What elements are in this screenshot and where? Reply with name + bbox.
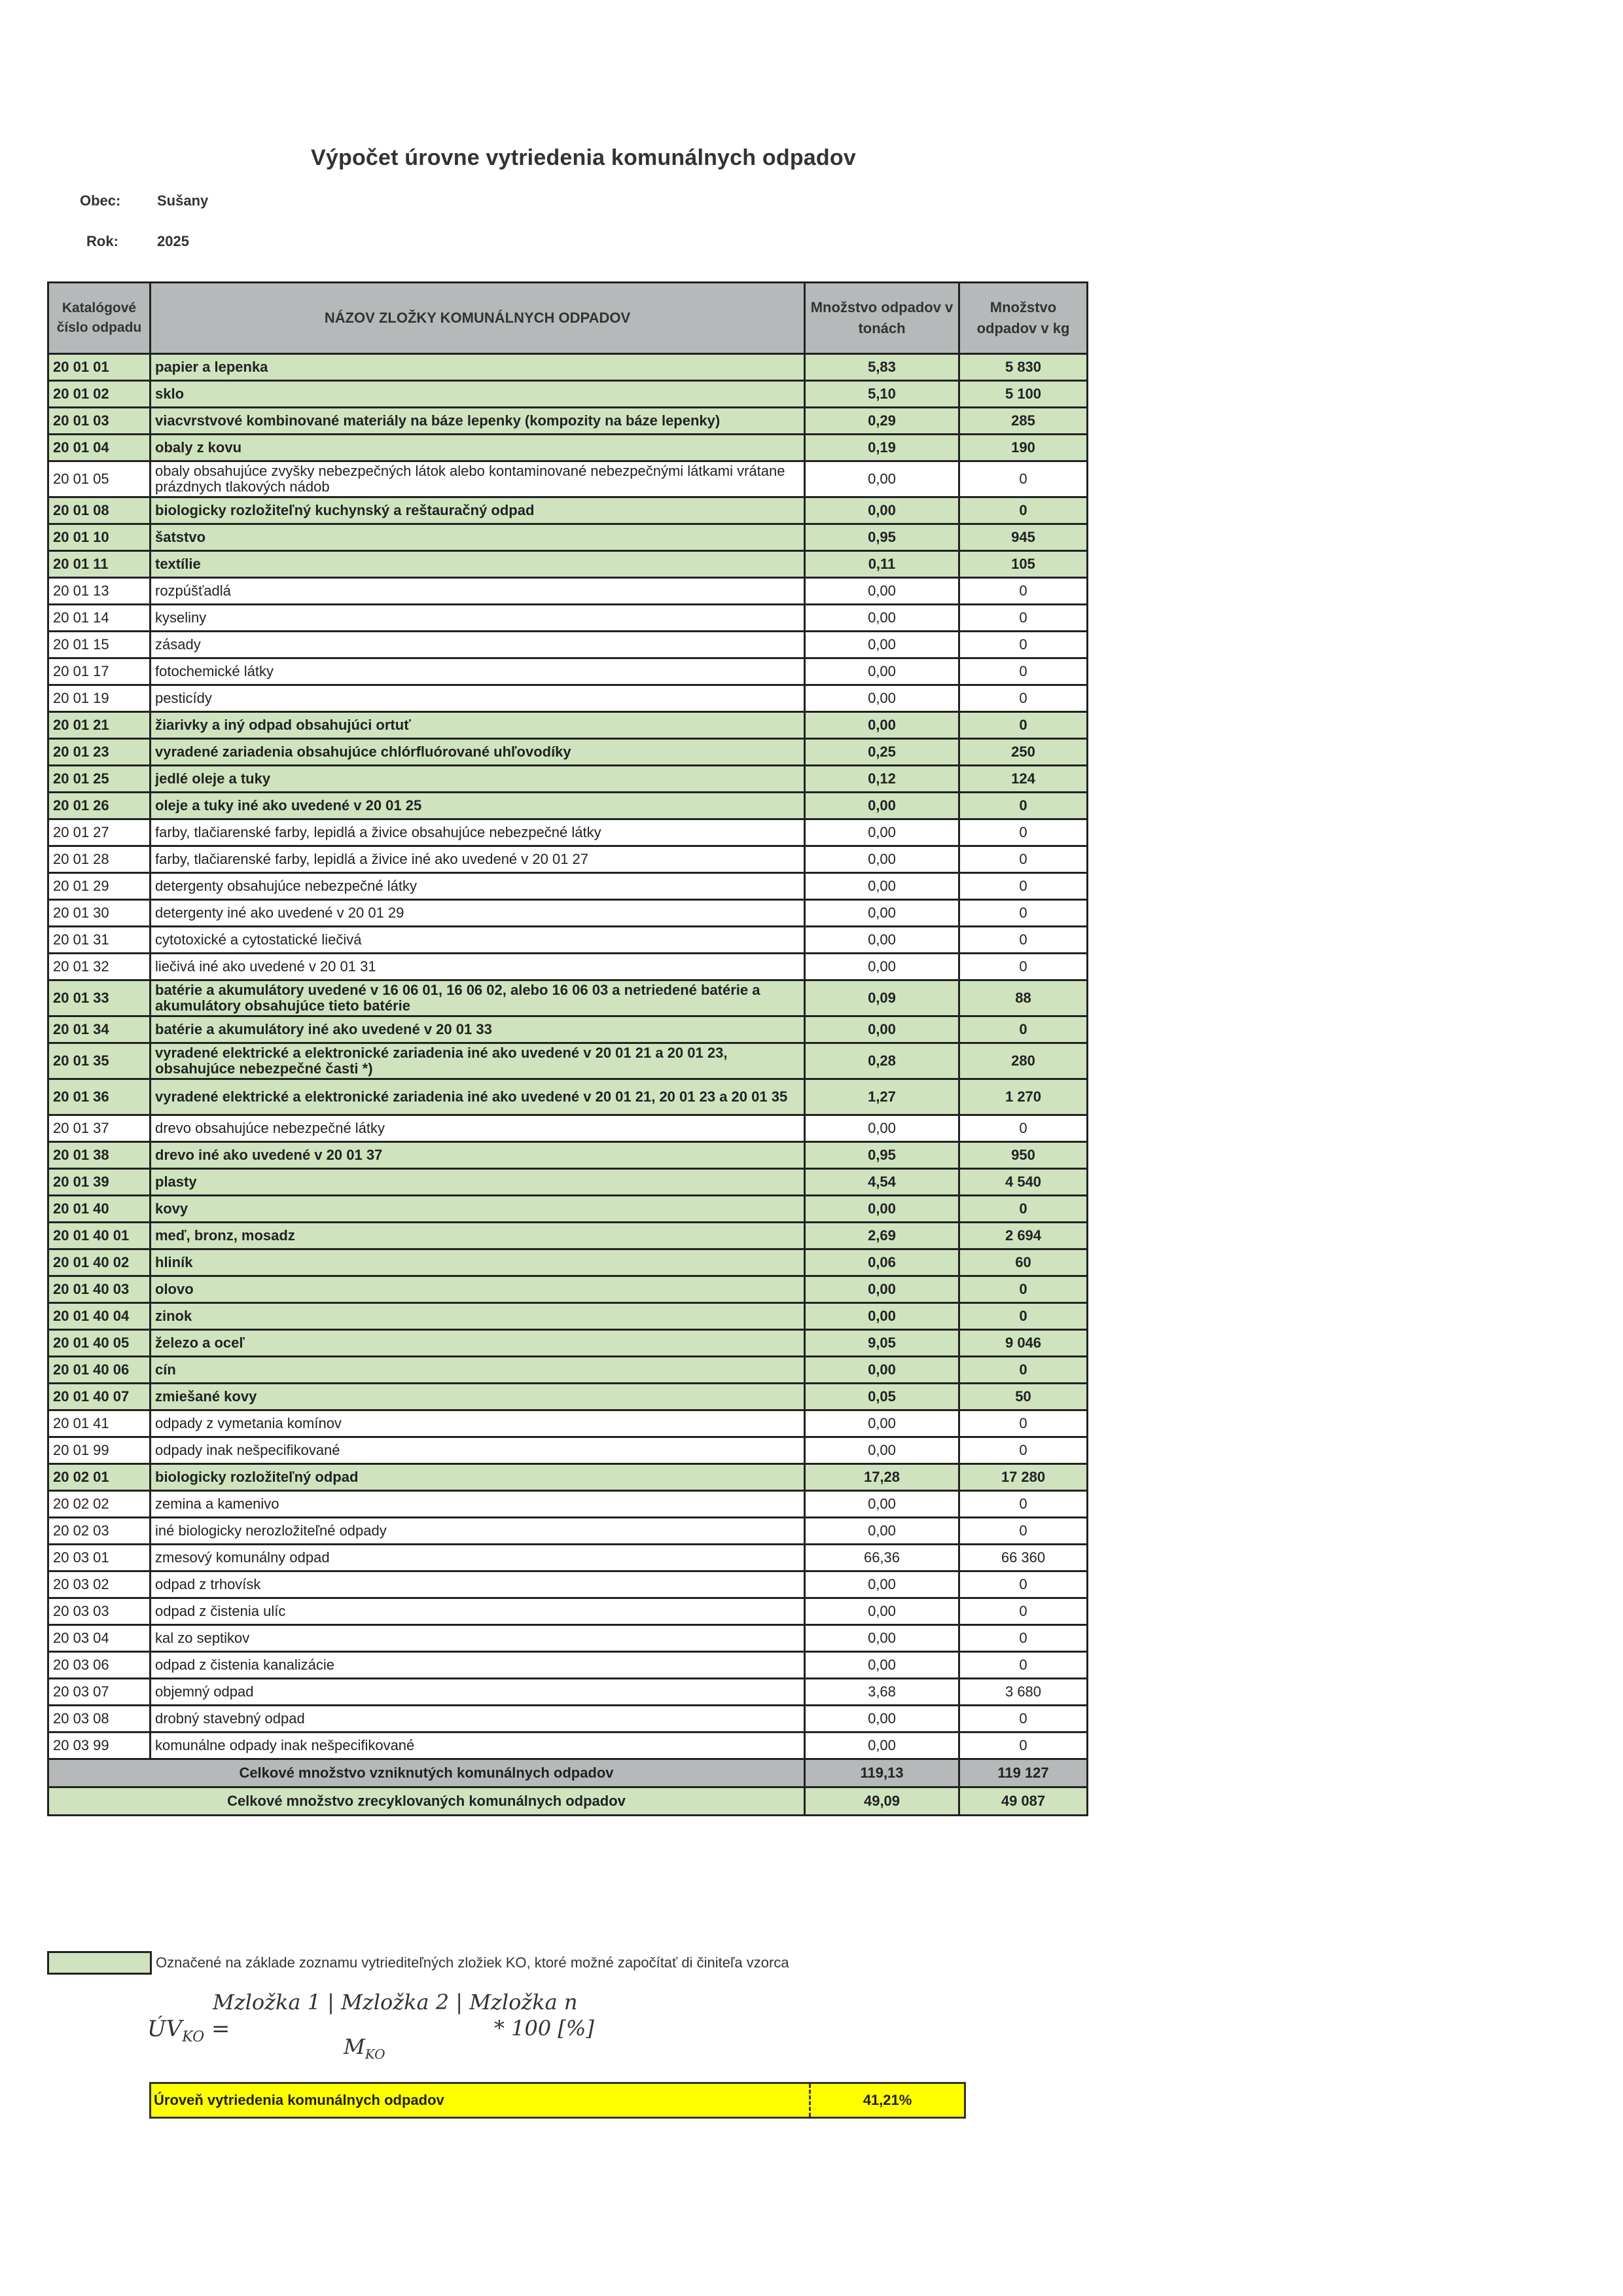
amount-tons: 0,00: [805, 1706, 959, 1732]
waste-name: iné biologicky nerozložiteľné odpady: [151, 1518, 805, 1545]
amount-kg: 950: [959, 1142, 1088, 1169]
amount-kg: 0: [959, 712, 1088, 739]
table-row: [48, 497, 1088, 524]
waste-name: komunálne odpady inak nešpecifikované: [151, 1732, 805, 1759]
amount-kg: 17 280: [959, 1464, 1088, 1491]
table-body: [48, 354, 1088, 1759]
amount-kg: 3 680: [959, 1679, 1088, 1706]
table-row: [48, 900, 1088, 927]
amount-kg: 0: [959, 1625, 1088, 1652]
waste-name: hliník: [151, 1249, 805, 1276]
amount-kg: 0: [959, 819, 1088, 846]
amount-tons: 0,00: [805, 578, 959, 605]
waste-name: odpady inak nešpecifikované: [151, 1437, 805, 1464]
total-label: Celkové množstvo vzniknutých komunálnych odpadov: [48, 1759, 805, 1787]
amount-kg: 190: [959, 435, 1088, 461]
waste-code: 20 01 40 06: [48, 1357, 151, 1384]
amount-tons: 0,00: [805, 497, 959, 524]
waste-code: 20 01 08: [48, 497, 151, 524]
amount-kg: 0: [959, 1518, 1088, 1545]
amount-tons: 0,00: [805, 1518, 959, 1545]
formula-denominator-symbol: M: [344, 2034, 365, 2059]
amount-kg: 945: [959, 524, 1088, 551]
amount-kg: 0: [959, 497, 1088, 524]
waste-name: textílie: [151, 551, 805, 578]
waste-name: farby, tlačiarenské farby, lepidlá a živice obsahujúce nebezpečné látky: [151, 819, 805, 846]
table-row: [48, 846, 1088, 873]
table-row: [48, 739, 1088, 766]
table-row: [48, 1196, 1088, 1223]
waste-name: olovo: [151, 1276, 805, 1303]
waste-code: 20 01 11: [48, 551, 151, 578]
legend: [47, 1951, 789, 1975]
waste-code: 20 01 38: [48, 1142, 151, 1169]
waste-code: 20 01 40 03: [48, 1276, 151, 1303]
amount-tons: 5,83: [805, 354, 959, 381]
waste-name: biologicky rozložiteľný odpad: [151, 1464, 805, 1491]
waste-name: železo a oceľ: [151, 1330, 805, 1357]
waste-name: biologicky rozložiteľný kuchynský a reštauračný odpad: [151, 497, 805, 524]
waste-code: 20 01 41: [48, 1410, 151, 1437]
waste-code: 20 03 06: [48, 1652, 151, 1679]
waste-name: vyradené elektrické a elektronické zariadenia iné ako uvedené v 20 01 21 a 20 01 23, obsahujúce nebezpečné časti *): [151, 1043, 805, 1079]
amount-kg: 0: [959, 927, 1088, 954]
waste-name: šatstvo: [151, 524, 805, 551]
amount-kg: 285: [959, 408, 1088, 435]
result-value: 41,21%: [863, 2092, 912, 2108]
table-row: [48, 381, 1088, 408]
table-row: [48, 685, 1088, 712]
amount-tons: 0,00: [805, 1196, 959, 1223]
waste-code: 20 03 07: [48, 1679, 151, 1706]
amount-kg: 9 046: [959, 1330, 1088, 1357]
waste-name: objemný odpad: [151, 1679, 805, 1706]
table-row: [48, 605, 1088, 632]
table-row: [48, 1706, 1088, 1732]
amount-tons: 0,00: [805, 1115, 959, 1142]
table-row: [48, 658, 1088, 685]
waste-code: 20 01 40 07: [48, 1384, 151, 1410]
amount-tons: 0,00: [805, 685, 959, 712]
waste-name: žiarivky a iný odpad obsahujúci ortuť: [151, 712, 805, 739]
recycled-label: Celkové množstvo zrecyklovaných komunálnych odpadov: [48, 1787, 805, 1816]
waste-name: batérie a akumulátory uvedené v 16 06 01, 16 06 02, alebo 16 06 03 a netriedené batérie a akumulátory obsahujúce tieto batérie: [151, 980, 805, 1016]
table-row: [48, 980, 1088, 1016]
waste-code: 20 01 30: [48, 900, 151, 927]
table-row: [48, 712, 1088, 739]
amount-tons: 0,29: [805, 408, 959, 435]
amount-tons: 0,00: [805, 658, 959, 685]
amount-tons: 3,68: [805, 1679, 959, 1706]
waste-code: 20 01 13: [48, 578, 151, 605]
table-row: [48, 524, 1088, 551]
amount-tons: 0,00: [805, 873, 959, 900]
table-row: [48, 1142, 1088, 1169]
amount-kg: 0: [959, 1115, 1088, 1142]
waste-code: 20 03 08: [48, 1706, 151, 1732]
waste-code: 20 01 37: [48, 1115, 151, 1142]
waste-code: 20 03 99: [48, 1732, 151, 1759]
amount-kg: 0: [959, 461, 1088, 497]
table-row: [48, 578, 1088, 605]
amount-kg: 0: [959, 900, 1088, 927]
waste-name: zásady: [151, 632, 805, 658]
waste-code: 20 01 17: [48, 658, 151, 685]
amount-kg: 0: [959, 658, 1088, 685]
amount-kg: 0: [959, 846, 1088, 873]
waste-code: 20 01 40 05: [48, 1330, 151, 1357]
recycled-tons: 49,09: [805, 1787, 959, 1816]
waste-name: kovy: [151, 1196, 805, 1223]
waste-code: 20 01 99: [48, 1437, 151, 1464]
amount-tons: 9,05: [805, 1330, 959, 1357]
table-row: [48, 1115, 1088, 1142]
amount-tons: 0,00: [805, 846, 959, 873]
waste-name: vyradené elektrické a elektronické zariadenia iné ako uvedené v 20 01 21, 20 01 23 a 20 01 35: [151, 1079, 805, 1115]
waste-name: farby, tlačiarenské farby, lepidlá a živice iné ako uvedené v 20 01 27: [151, 846, 805, 873]
waste-name: vyradené zariadenia obsahujúce chlórfluórované uhľovodíky: [151, 739, 805, 766]
waste-code: 20 01 21: [48, 712, 151, 739]
waste-code: 20 01 39: [48, 1169, 151, 1196]
waste-name: odpad z čistenia ulíc: [151, 1598, 805, 1625]
amount-tons: 1,27: [805, 1079, 959, 1115]
waste-name: plasty: [151, 1169, 805, 1196]
amount-tons: 0,00: [805, 1571, 959, 1598]
table-row: [48, 873, 1088, 900]
waste-name: drobný stavebný odpad: [151, 1706, 805, 1732]
amount-tons: 0,00: [805, 1625, 959, 1652]
document-title: Výpočet úrovne vytriedenia komunálnych odpadov: [311, 145, 856, 170]
waste-code: 20 01 40 01: [48, 1223, 151, 1249]
waste-code: 20 01 28: [48, 846, 151, 873]
amount-kg: 5 830: [959, 354, 1088, 381]
formula-multiplier: * 100 [%]: [494, 2016, 594, 2041]
table-row: [48, 1625, 1088, 1652]
amount-tons: 0,06: [805, 1249, 959, 1276]
waste-code: 20 01 02: [48, 381, 151, 408]
amount-tons: 17,28: [805, 1464, 959, 1491]
column-header-kg: Množstvo odpadov v kg: [959, 283, 1088, 354]
waste-code: 20 01 05: [48, 461, 151, 497]
amount-kg: 0: [959, 605, 1088, 632]
formula-denominator: [344, 2034, 385, 2062]
table-row: [48, 408, 1088, 435]
waste-code: 20 03 04: [48, 1625, 151, 1652]
amount-tons: 0,00: [805, 712, 959, 739]
waste-code: 20 01 40 02: [48, 1249, 151, 1276]
table-row: [48, 1249, 1088, 1276]
table-row: [48, 1223, 1088, 1249]
amount-kg: 0: [959, 1196, 1088, 1223]
waste-code: 20 01 19: [48, 685, 151, 712]
waste-name: drevo iné ako uvedené v 20 01 37: [151, 1142, 805, 1169]
table-row: [48, 1437, 1088, 1464]
waste-code: 20 02 02: [48, 1491, 151, 1518]
table-row: [48, 461, 1088, 497]
waste-code: 20 01 40 04: [48, 1303, 151, 1330]
amount-kg: 50: [959, 1384, 1088, 1410]
waste-code: 20 02 03: [48, 1518, 151, 1545]
amount-tons: 0,00: [805, 1491, 959, 1518]
formula-equals: =: [211, 2016, 230, 2042]
waste-name: zinok: [151, 1303, 805, 1330]
table-row: [48, 1571, 1088, 1598]
waste-code: 20 01 25: [48, 766, 151, 793]
column-header-name: NÁZOV ZLOŽKY KOMUNÁLNYCH ODPADOV: [151, 283, 805, 354]
amount-kg: 0: [959, 793, 1088, 819]
amount-tons: 2,69: [805, 1223, 959, 1249]
amount-kg: 0: [959, 1357, 1088, 1384]
amount-kg: 0: [959, 1303, 1088, 1330]
table-row: [48, 1357, 1088, 1384]
waste-name: jedlé oleje a tuky: [151, 766, 805, 793]
table-row: [48, 819, 1088, 846]
table-row: [48, 1732, 1088, 1759]
amount-tons: 0,00: [805, 1598, 959, 1625]
waste-code: 20 03 01: [48, 1545, 151, 1571]
waste-code: 20 01 27: [48, 819, 151, 846]
table-row: [48, 1545, 1088, 1571]
amount-kg: 0: [959, 685, 1088, 712]
table-row: [48, 1043, 1088, 1079]
waste-name: kal zo septikov: [151, 1625, 805, 1652]
amount-kg: 0: [959, 1706, 1088, 1732]
table-row: [48, 766, 1088, 793]
amount-tons: 0,00: [805, 900, 959, 927]
amount-tons: 0,00: [805, 1732, 959, 1759]
waste-name: viacvrstvové kombinované materiály na báze lepenky (kompozity na báze lepenky): [151, 408, 805, 435]
waste-name: odpad z čistenia kanalizácie: [151, 1652, 805, 1679]
municipality-label: Obec:: [80, 192, 121, 209]
amount-kg: 0: [959, 1571, 1088, 1598]
column-header-tons: Množstvo odpadov v tonách: [805, 283, 959, 354]
table-row: [48, 1303, 1088, 1330]
amount-tons: 0,00: [805, 1357, 959, 1384]
waste-code: 20 01 14: [48, 605, 151, 632]
table-row: [48, 793, 1088, 819]
table-row: [48, 1652, 1088, 1679]
amount-tons: 0,00: [805, 819, 959, 846]
recycled-row: [48, 1787, 1088, 1816]
amount-tons: 0,00: [805, 927, 959, 954]
waste-name: zemina a kamenivo: [151, 1491, 805, 1518]
waste-code: 20 01 35: [48, 1043, 151, 1079]
waste-code: 20 01 01: [48, 354, 151, 381]
year-value: 2025: [157, 233, 189, 249]
amount-tons: 0,00: [805, 1303, 959, 1330]
amount-kg: 1 270: [959, 1079, 1088, 1115]
amount-tons: 4,54: [805, 1169, 959, 1196]
amount-tons: 0,25: [805, 739, 959, 766]
waste-name: detergenty iné ako uvedené v 20 01 29: [151, 900, 805, 927]
amount-kg: 0: [959, 1598, 1088, 1625]
amount-kg: 0: [959, 1276, 1088, 1303]
amount-kg: 280: [959, 1043, 1088, 1079]
formula-denominator-subscript: KO: [365, 2046, 385, 2062]
waste-code: 20 01 33: [48, 980, 151, 1016]
amount-tons: 0,00: [805, 632, 959, 658]
waste-name: drevo obsahujúce nebezpečné látky: [151, 1115, 805, 1142]
amount-tons: 66,36: [805, 1545, 959, 1571]
amount-kg: 0: [959, 1016, 1088, 1043]
amount-kg: 0: [959, 873, 1088, 900]
waste-name: odpad z trhovísk: [151, 1571, 805, 1598]
waste-name: fotochemické látky: [151, 658, 805, 685]
amount-tons: 0,00: [805, 1276, 959, 1303]
table-row: [48, 632, 1088, 658]
amount-tons: 0,12: [805, 766, 959, 793]
amount-kg: 0: [959, 578, 1088, 605]
table-row: [48, 1598, 1088, 1625]
recycled-kg: 49 087: [959, 1787, 1088, 1816]
waste-name: meď, bronz, mosadz: [151, 1223, 805, 1249]
amount-tons: 0,95: [805, 1142, 959, 1169]
amount-tons: 5,10: [805, 381, 959, 408]
waste-code: 20 01 32: [48, 954, 151, 980]
amount-tons: 0,05: [805, 1384, 959, 1410]
waste-name: batérie a akumulátory iné ako uvedené v 20 01 33: [151, 1016, 805, 1043]
amount-tons: 0,00: [805, 605, 959, 632]
waste-code: 20 01 29: [48, 873, 151, 900]
waste-name: sklo: [151, 381, 805, 408]
result-label: Úroveň vytriedenia komunálnych odpadov: [151, 2084, 811, 2117]
amount-tons: 0,00: [805, 1016, 959, 1043]
waste-name: obaly obsahujúce zvyšky nebezpečných látok alebo kontaminované nebezpečnými látkami vrátane prázdnych tlakových nádob: [151, 461, 805, 497]
amount-kg: 0: [959, 1491, 1088, 1518]
total-kg: 119 127: [959, 1759, 1088, 1787]
amount-kg: 88: [959, 980, 1088, 1016]
waste-name: detergenty obsahujúce nebezpečné látky: [151, 873, 805, 900]
amount-kg: 0: [959, 1652, 1088, 1679]
waste-code: 20 01 40: [48, 1196, 151, 1223]
amount-kg: 2 694: [959, 1223, 1088, 1249]
waste-code: 20 01 10: [48, 524, 151, 551]
waste-name: zmiešané kovy: [151, 1384, 805, 1410]
amount-kg: 4 540: [959, 1169, 1088, 1196]
waste-table: [47, 281, 1088, 1816]
waste-code: 20 01 31: [48, 927, 151, 954]
amount-tons: 0,00: [805, 793, 959, 819]
sorting-level-result: [149, 2082, 966, 2119]
table-row: [48, 927, 1088, 954]
waste-code: 20 01 34: [48, 1016, 151, 1043]
waste-code: 20 01 04: [48, 435, 151, 461]
amount-kg: 124: [959, 766, 1088, 793]
amount-tons: 0,00: [805, 954, 959, 980]
table-row: [48, 1079, 1088, 1115]
waste-name: kyseliny: [151, 605, 805, 632]
table-row: [48, 954, 1088, 980]
amount-tons: 0,00: [805, 1410, 959, 1437]
formula-lhs: [147, 2016, 230, 2045]
waste-code: 20 01 15: [48, 632, 151, 658]
amount-tons: 0,28: [805, 1043, 959, 1079]
legend-swatch: [47, 1951, 152, 1975]
table-row: [48, 1518, 1088, 1545]
amount-kg: 66 360: [959, 1545, 1088, 1571]
waste-name: rozpúšťadlá: [151, 578, 805, 605]
waste-code: 20 03 02: [48, 1571, 151, 1598]
table-row: [48, 1169, 1088, 1196]
waste-name: oleje a tuky iné ako uvedené v 20 01 25: [151, 793, 805, 819]
table-row: [48, 1384, 1088, 1410]
waste-code: 20 01 26: [48, 793, 151, 819]
table-row: [48, 551, 1088, 578]
amount-kg: 250: [959, 739, 1088, 766]
amount-kg: 0: [959, 1732, 1088, 1759]
amount-kg: 0: [959, 632, 1088, 658]
amount-kg: 0: [959, 1410, 1088, 1437]
table-row: [48, 354, 1088, 381]
waste-code: 20 02 01: [48, 1464, 151, 1491]
table-row: [48, 1276, 1088, 1303]
table-row: [48, 1679, 1088, 1706]
waste-code: 20 01 23: [48, 739, 151, 766]
amount-tons: 0,00: [805, 461, 959, 497]
waste-name: cín: [151, 1357, 805, 1384]
waste-code: 20 01 03: [48, 408, 151, 435]
amount-tons: 0,95: [805, 524, 959, 551]
formula-lhs-symbol: ÚV: [147, 2016, 183, 2042]
total-tons: 119,13: [805, 1759, 959, 1787]
waste-name: cytotoxické a cytostatické liečivá: [151, 927, 805, 954]
amount-tons: 0,19: [805, 435, 959, 461]
waste-name: obaly z kovu: [151, 435, 805, 461]
waste-name: papier a lepenka: [151, 354, 805, 381]
waste-code: 20 01 36: [48, 1079, 151, 1115]
table-header-row: [48, 283, 1088, 354]
amount-tons: 0,00: [805, 1437, 959, 1464]
amount-tons: 0,00: [805, 1652, 959, 1679]
column-header-code: Katalógové číslo odpadu: [48, 283, 151, 354]
amount-kg: 0: [959, 1437, 1088, 1464]
waste-name: pesticídy: [151, 685, 805, 712]
waste-name: odpady z vymetania komínov: [151, 1410, 805, 1437]
municipality-value: Sušany: [157, 192, 209, 209]
table-row: [48, 1330, 1088, 1357]
table-row: [48, 1016, 1088, 1043]
formula: [147, 1990, 618, 2068]
amount-kg: 5 100: [959, 381, 1088, 408]
amount-kg: 0: [959, 954, 1088, 980]
table-row: [48, 1491, 1088, 1518]
table-row: [48, 1464, 1088, 1491]
total-row: [48, 1759, 1088, 1787]
amount-tons: 0,11: [805, 551, 959, 578]
waste-name: liečivá iné ako uvedené v 20 01 31: [151, 954, 805, 980]
amount-tons: 0,09: [805, 980, 959, 1016]
table-row: [48, 435, 1088, 461]
formula-lhs-subscript: KO: [182, 2028, 205, 2045]
amount-kg: 105: [959, 551, 1088, 578]
waste-code: 20 03 03: [48, 1598, 151, 1625]
legend-text: Označené na základe zoznamu vytriediteľných zložiek KO, ktoré možné započítať di činiteľa vzorca: [156, 1954, 789, 1971]
year-label: Rok:: [86, 233, 118, 249]
formula-numerator: Mzložka 1 | Mzložka 2 | Mzložka n: [213, 1990, 578, 2015]
waste-name: zmesový komunálny odpad: [151, 1545, 805, 1571]
amount-kg: 60: [959, 1249, 1088, 1276]
table-row: [48, 1410, 1088, 1437]
